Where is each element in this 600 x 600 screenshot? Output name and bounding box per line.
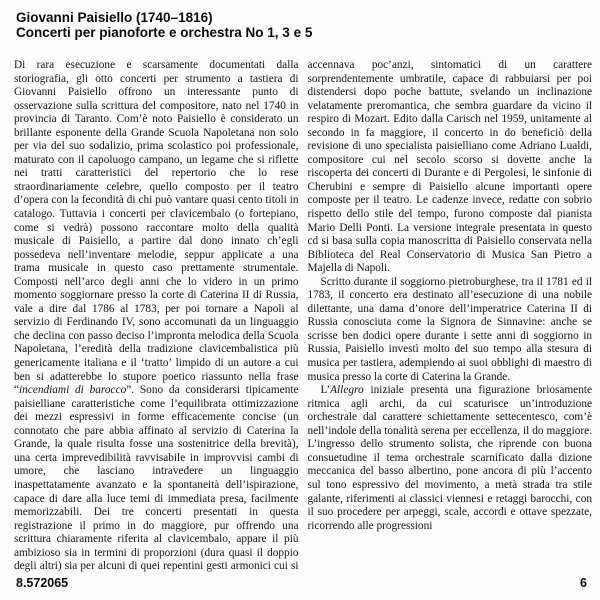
page-footer: [16, 576, 587, 590]
page-header: [16, 11, 586, 40]
catalog-number: 8.572065: [16, 576, 69, 590]
work-title: Concerti per pianoforte e orchestra No 1, 3 e 5: [16, 24, 313, 40]
text-run: Di rara esecuzione e scarsamente documentati dalla storiografia, gli otto concerti per strumento a tastiera di Giovanni Paisiello offrono un interessante punto di osservazione sulla scrittura del compositore, nato nel 1740 in provincia di Taranto. Com’è noto Paisiello è considerato un brillante esponente della Grande Scuola Napoletana non solo per via del suo sodalizio, prima scolastico poi professionale, maturato con il capoluogo campano, un legame che si riflette nei tratti caratteristici del repertorio che lo rese straordinariamente celebre, quello composto per il teatro d’opera con la fecondità di chi può vantare quasi cento titoli in catalogo. Tuttavia i concerti per clavicembalo (o fortepiano, come si vedrà) possono raccontare molto della qualità musicale di Paisiello, a partire dal dono innato ch’egli possedeva nell’inventare melodie, seppur applicate a una trama musicale in questo caso prettamente strumentale. Composti nell’arco degli anni che lo videro in un primo momento soggiornare presso la corte di Caterina II di Russia, vale a dire dal 1786 al 1783, per poi tornare a Napoli al servizio di Ferdinando IV, sono accomunati da un linguaggio che declina con passo deciso l’impronta melodica della Scuola Napoletana, l’eredità della tradizione clavicembalistica più genericamente italiana e il ‘tratto’ limpido di un autore a cui ben si adatterebbe lo stupore poetico riassunto nella frase “: [14, 59, 299, 397]
italic-phrase: incendiami di barocco: [19, 384, 127, 397]
paragraph: [308, 384, 593, 533]
text-run: iniziale presenta una figurazione briosamente ritmica agli archi, da cui scaturisce un’introduzione orchestrale dal carattere schiettamente settecentesco, com’è nell’indole della tonalità serena per eccellenza, il do maggiore. L’ingresso dello strumento solista, che riprende con buona consuetudine il tema orchestrale scarnificato dalla dizione meccanica del basso albertino, pone ancora di più l’accento sul tono espressivo del movimento, a metà strada tra stile galante, riferimenti ai classici viennesi e retaggi barocchi, con il suo procedere per arpeggi, scale, accordi e ottave spezzate, ricorrendo alle progressioni: [307, 384, 592, 532]
italic-phrase: Allegro: [330, 384, 364, 397]
paragraph: [308, 276, 593, 384]
text-run: ”. Sono da considerarsi tipicamente paisielliane caratteristiche come l’equilibrata ottimizzazione dei mezzi espressivi in forme efficacemente concise (un connotato che pare abbia affinato al servizio di Caterina la Grande, la quale risulta fosse una sostenitrice della brevità), una certa imprevedibilità ravvisabile in improvvisi cambi di umore, che lasciano intravedere un linguaggio inaspettatamente avanzato e la spontaneità dell’ispirazione, capace di dare alla luce temi di immediata presa, facilmente memorizzabili. Dei tre concerti presentati in questa registrazione il primo in do maggiore, pur offrendo una scrittura chiaramente riferita al clavicembalo, appare il più ambizioso sia in termini di proporzioni (dura quasi il doppio degli altri) sia per alcuni di quei repentini gesti armonici cui si accennava poc’anzi, sintomatici di un carattere sorprendentemente umbratile, capace di rabbuiarsi per poi distendersi dopo poche battute, svelando un inclinazione velatamente preromantica, che sembra guardare da vicino il respiro di Mozart. Edito dalla Carisch nel 1959, unitamente al secondo in fa maggiore, il concerto in do beneficiò della revisione di uno specialista paisielliano come Adriano Lualdi, compositore cui nel secolo scorso si dovette anche la riscoperta dei concerti di Durante e di Pergolesi, le sinfonie di Cherubini e sempre di Paisiello alcune importanti opere composte per il teatro. Le cadenze invece, redatte con sobrio rispetto dello stile del tempo, furono composte dal pianista Mario Delli Ponti. La versione integrale presentata in questo cd si basa sulla copia manoscritta di Paisiello conservata nella Biblioteca del Real Conservatorio di Musica San Pietro a Majella di Napoli.: [14, 59, 592, 573]
text-run: L’: [320, 384, 331, 397]
article-body: [14, 59, 592, 576]
text-run: Scritto durante il soggiorno pietroburghese, tra il 1781 ed il 1783, il concerto era destinato all’esecuzione di una nobile dilettante, una dama d’onore dell’imperatrice Caterina II di Russia conosciuta come la Signora de Sinnavine: anche se scrisse ben dodici opere durante i sette anni di soggiorno in Russia, Paisiello investì molto del suo tempo alla stesura di musica per tastiera, adempiendo ai suoi obblighi di maestro di musica presso la corte di Caterina la Grande.: [307, 275, 592, 383]
composer-title: Giovanni Paisiello (1740–1816): [16, 10, 213, 25]
page-number: 6: [580, 576, 587, 590]
